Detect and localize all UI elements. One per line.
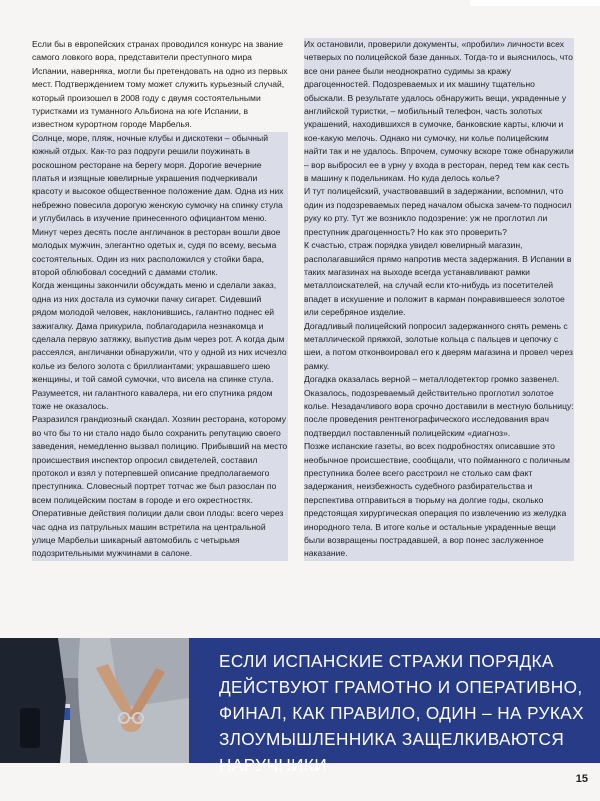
paragraph: Разразился грандиозный скандал. Хозяин ресторана, которому во что бы то ни стало надо было сохранить репутацию своего заведения, немедленно вызвал полицию. Прибывший на место происшествия инспектор опросил свидетелей, составил протокол и взял у потерпевшей описание предполагаемого преступника. Словесный портрет тотчас же был разослан по всем полицейским постам в городе и его окрестностях. [32, 413, 288, 507]
paragraph: К счастью, страж порядка увидел ювелирный магазин, располагавшийся прямо напротив места задержания. В Испании в таких магазинах на выходе всегда устанавливают рамки металлоискателей, на случай если кто-нибудь из посетителей впадет в искушение и положит в карман понравившееся золотое или серебряное изделие. [304, 239, 574, 319]
quote-box [189, 638, 600, 775]
top-edge-strip [470, 0, 600, 6]
page-number: 15 [575, 773, 588, 785]
pull-quote: ЕСЛИ ИСПАНСКИЕ СТРАЖИ ПОРЯДКА ДЕЙСТВУЮТ ГРАМОТНО И ОПЕРАТИВНО, ФИНАЛ, КАК ПРАВИЛО, ОДИН – НА РУКАХ ЗЛОУМЫШЛЕННИКА ЗАЩЕЛКИВАЮТСЯ НАРУЧНИКИ [219, 651, 585, 775]
paragraph: Когда женщины закончили обсуждать меню и сделали заказ, одна из них достала из сумочки пачку сигарет. Сидевший рядом молодой человек, наклонившись, галантно поднес ей зажигалку. Дама прикурила, поблагодарила незнакомца и сделала первую затяжку, выпустив дым через рот. А когда дым рассеялся, англичанки обнаружили, что у одной из них исчезло колье из белого золота с бриллиантами; украшавшего шею женщины, и той самой сумочки, что висела на спинке стула. Разумеется, ни галантного кавалера, ни его спутника рядом тоже не оказалось. [32, 279, 288, 413]
holster-icon [20, 708, 40, 748]
paragraph: Оперативные действия полиции дали свои плоды: всего через час одна из патрульных машин встретила на центральной улице Марбельи шикарный автомобиль с четырьмя подозрительными мужчинами в салоне. [32, 507, 288, 561]
paragraph: Солнце, море, пляж, ночные клубы и дискотеки – обычный южный отдых. Как-то раз подруги решили поужинать в роскошном ресторане на берегу моря. Дорогие вечерние платья и изящные ювелирные украшения подчеркивали красоту и высокое общественное положение дам. Одна из них небрежно повесила дорогую женскую сумочку на спинку стула и углубилась в изучение принесенного официантом меню. Минут через десять после англичанок в ресторан вошли двое молодых мужчин, элегантно одетых и, судя по всему, весьма состоятельных. Один из них расположился у стойки бара, второй облюбовал соседний с дамами столик. [32, 132, 288, 279]
article-left-column [32, 38, 288, 561]
handcuffs-photo [0, 638, 189, 763]
paragraph: Если бы в европейских странах проводился конкурс на звание самого ловкого вора, представители преступного мира Испании, наверняка, могли бы претендовать на одно из первых мест. Подтверждением тому может служить курьезный случай, который произошел в 2008 году с двумя состоятельными туристками из туманного Альбиона на юге Испании, в известном курортном городе Марбелья. [32, 39, 288, 130]
quote-banner [0, 638, 600, 775]
paragraph: Догадливый полицейский попросил задержанного снять ремень с металлической пряжкой, золотые кольца с пальцев и цепочку с шеи, а потом отконвоировал его к дверям магазина и провел через рамку. [304, 320, 574, 374]
paragraph: Догадка оказалась верной – металлодетектор громко зазвенел. Оказалось, подозреваемый действительно проглотил золотое колье. Незадачливого вора срочно доставили в местную больницу: после проведения рентгенографического исследования врач подтвердил поставленный полицейским «диагноз». [304, 373, 574, 440]
paragraph: Их остановили, проверили документы, «пробили» личности всех четверых по полицейской базе данных. Тогда-то и выяснилось, что все они ранее были неоднократно судимы за кражу драгоценностей. Подозреваемых и их машину тщательно обыскали. В результате удалось обнаружить вещи, украденные у английской туристки, – мобильный телефон, часть золотых украшений, находившихся в сумочке, банковские карты, ключи и кое-какую мелочь. Однако ни сумочку, ни колье полицейским найти так и не удалось. Впрочем, сумочку вскоре тоже обнаружили – вор выбросил ее в урну у входа в ресторан, перед тем как сесть в машину к подельникам. Но куда делось колье? [304, 38, 574, 185]
paragraph: Позже испанские газеты, во всех подробностях описавшие это необычное происшествие, сообщали, что пойманного с поличным преступника более всего расстроил не столько сам факт задержания, неизбежность судебного разбирательства и перспектива отправиться в тюрьму на долгие годы, сколько предстоящая хирургическая операция по извлечению из желудка инородного тела. В итоге колье и остальные украденные вещи были возвращены пострадавшей, а вор понес заслуженное наказание. [304, 440, 574, 561]
paragraph: И тут полицейский, участвовавший в задержании, вспомнил, что один из подозреваемых перед началом обыска зачем-то подносил руку ко рту. Тут же возникло подозрение: уж не проглотил ли преступник драгоценность? Но как это проверить? [304, 185, 574, 239]
article-right-column [304, 38, 574, 561]
handcuffed-arrest-illustration [0, 638, 189, 763]
